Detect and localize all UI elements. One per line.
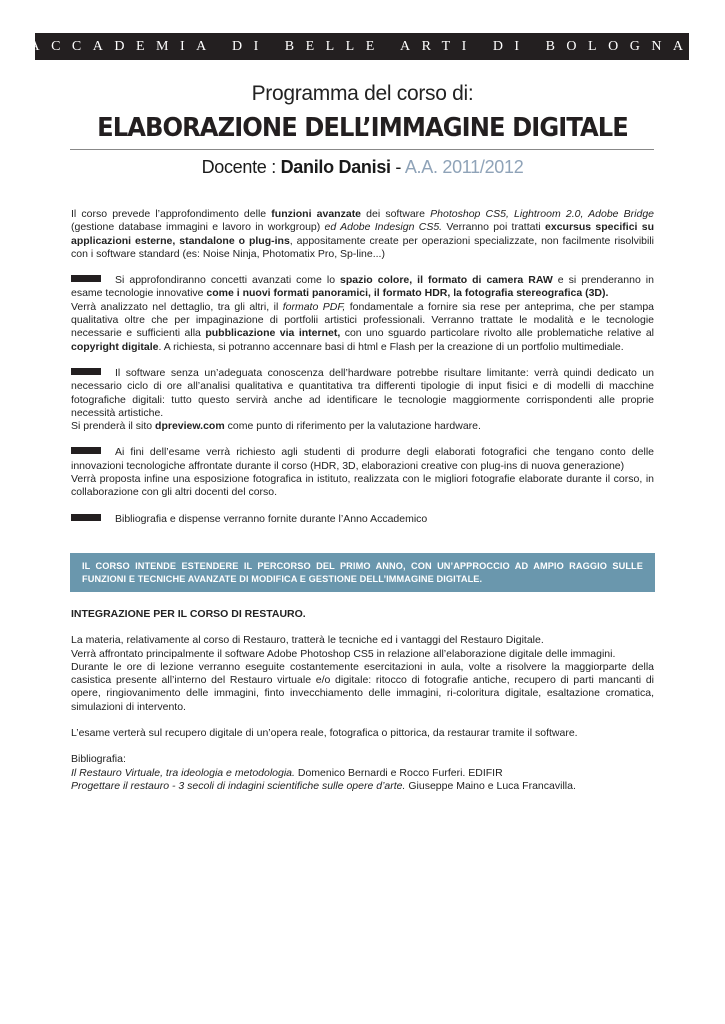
text-run: dei software	[361, 208, 431, 220]
text-run: Verrà proposta infine una esposizione fotografica in istituto, realizzata con le migliori fotografie elaborate durante il corso, in collaborazione con gli altri docenti del corso.	[71, 473, 654, 499]
text-run: Si approfondiranno concetti avanzati come lo	[115, 274, 341, 287]
italic-run: Photoshop CS5, Lightroom 2.0, Adobe Bridge	[430, 208, 654, 220]
document-body	[71, 208, 654, 793]
text-run: , appositamente create per operazioni specializzate, non facilmente risolvibili con i software standard (es: Noise Ninja, Photomatix Pro, Sp-line...)	[71, 234, 654, 260]
teacher-separator: -	[390, 157, 405, 177]
bold-run: funzioni avanzate	[271, 208, 362, 220]
bullet-marker	[71, 275, 101, 282]
book-title: Il Restauro Virtuale, tra ideologia e metodologia.	[71, 766, 295, 779]
spacer	[71, 354, 654, 367]
course-subtitle: Programma del corso di:	[251, 82, 474, 105]
text-run: Ai fini dell’esame verrà richiesto agli studenti di produrre degli elaborati fotografici che tengano conto delle innovazioni tecnologiche affrontate durante il corso (HDR, 3D, elaborazioni creative con plug-ins di nuova generazione)	[71, 446, 654, 472]
bold-run: dpreview.com	[155, 420, 225, 433]
text-run: . A richiesta, si potranno accennare basi di html e Flash per la creazione di un portfolio multimediale.	[158, 340, 624, 353]
course-title: ELABORAZIONE DELL’IMMAGINE DIGITALE	[97, 113, 628, 143]
text-run: Verranno poi trattati	[442, 221, 546, 234]
book-authors: Giuseppe Maino e Luca Francavilla.	[405, 779, 576, 792]
bold-run: come i nuovi formati panoramici, il formato HDR, la fotografia stereografica (3D).	[206, 287, 609, 300]
text-run: con uno sguardo particolare rivolto alle problematiche relative al	[340, 327, 655, 340]
spacer	[71, 714, 654, 727]
bullet-marker	[71, 514, 101, 521]
text-run: La materia, relativamente al corso di Restauro, tratterà le tecniche ed i vantaggi del Restauro Digitale.	[71, 634, 544, 647]
bold-run: spazio colore, il formato di camera RAW	[340, 274, 553, 287]
text-run: Il software senza un’adeguata conoscenza dell’hardware potrebbe risultare limitante: verrà quindi dedicato un necessario ciclo di ore all’analisi qualitativa e quantitativa tra differenti tipologie di input fisici e di modelli di macchine fotografiche digitali: tutto questo servirà anche ad identificare le tecnologie maggiormente corrispondenti alle proprie necessità artistiche.	[71, 366, 654, 419]
paragraph-hardware	[71, 367, 654, 433]
text-run: Bibliografia e dispense verranno fornite durante l’Anno Accademico	[115, 512, 428, 525]
teacher-label: Docente :	[201, 157, 281, 177]
bibliography-label: Bibliografia:	[71, 753, 126, 766]
text-run: Si prenderà il sito	[71, 420, 156, 433]
paragraph-bibliography-note	[71, 513, 654, 526]
text-run: e si prenderanno in esame tecnologie innovative	[71, 274, 654, 300]
text-run: (gestione database immagini e lavoro in workgroup)	[71, 221, 325, 234]
paragraph-concepts	[71, 274, 654, 354]
italic-run: ed Adobe Indesign CS5.	[324, 221, 443, 234]
restauro-paragraph	[71, 634, 654, 714]
course-callout-box: IL CORSO INTENDE ESTENDERE IL PERCORSO DEL PRIMO ANNO, CON UN’APPROCCIO AD AMPIO RAGGIO SULLE FUNZIONI E TECNICHE AVANZATE DI MODIFICA E GESTIONE DELL’IMMAGINE DIGITALE.	[70, 553, 655, 592]
book-title: Progettare il restauro - 3 secoli di indagini scientifiche sulle opere d’arte.	[71, 779, 406, 792]
spacer	[71, 592, 654, 608]
academic-year: A.A. 2011/2012	[404, 157, 524, 177]
text-run: Verrà affrontato principalmente il software Adobe Photoshop CS5 in relazione all’elaborazione digitale delle immagini.	[71, 647, 616, 660]
italic-run: formato PDF,	[282, 300, 346, 313]
book-authors: Domenico Bernardi e Rocco Furferi. EDIFIR	[294, 766, 503, 779]
text-run: Verrà analizzato nel dettaglio, tra gli altri, il	[71, 300, 283, 313]
spacer	[71, 740, 654, 753]
bold-run: pubblicazione via internet,	[205, 327, 341, 340]
restauro-bibliography	[71, 753, 654, 793]
bullet-marker	[71, 368, 101, 375]
title-divider	[70, 149, 654, 150]
title-block	[60, 80, 665, 146]
institution-name: ACCADEMIA DI BELLE ARTI DI BOLOGNA	[29, 38, 695, 54]
spacer	[71, 500, 654, 513]
spacer	[71, 621, 654, 634]
spacer	[71, 433, 654, 446]
text-run: come punto di riferimento per la valutazione hardware.	[224, 420, 481, 433]
bold-run: copyright digitale	[71, 340, 159, 353]
spacer	[71, 526, 654, 553]
text-run: fondamentale a fornire sia rese per anteprima, che per stampa qualitativa oltre che per impaginazione di portfolii artistici professionali. Verranno trattate le modalità e le tecnologie necessarie e sufficienti alla	[71, 300, 654, 340]
bullet-marker	[71, 447, 101, 454]
restauro-exam: L’esame verterà sul recupero digitale di un’opera reale, fotografica o pittorica, da restaurar tramite il software.	[71, 727, 578, 740]
teacher-line	[60, 154, 665, 180]
teacher-name: Danilo Danisi	[280, 157, 391, 177]
paragraph-exam	[71, 446, 654, 499]
spacer	[71, 261, 654, 274]
institution-header-bar	[29, 33, 695, 60]
text-run: Durante le ore di lezione verranno eseguite costantemente esercitazioni in aula, volte a risolvere la maggiorparte della casistica presente all’interno del Restauro virtuale e/o digitale: ritocco di fotografie antiche, recupero di parti mancanti di opere, ringiovanimento delle immagini, finto invecchiamento delle immagini, ri-coloritura digitale, esaltazione cromatica, simulazioni di intervento.	[71, 660, 654, 713]
paragraph-intro	[71, 208, 654, 261]
restauro-section-title: INTEGRAZIONE PER IL CORSO DI RESTAURO.	[71, 607, 306, 620]
bold-run: excursus specifici su applicazioni esterne, standalone o plug-ins	[71, 221, 654, 247]
text-run: Il corso prevede l’approfondimento delle	[71, 208, 272, 220]
